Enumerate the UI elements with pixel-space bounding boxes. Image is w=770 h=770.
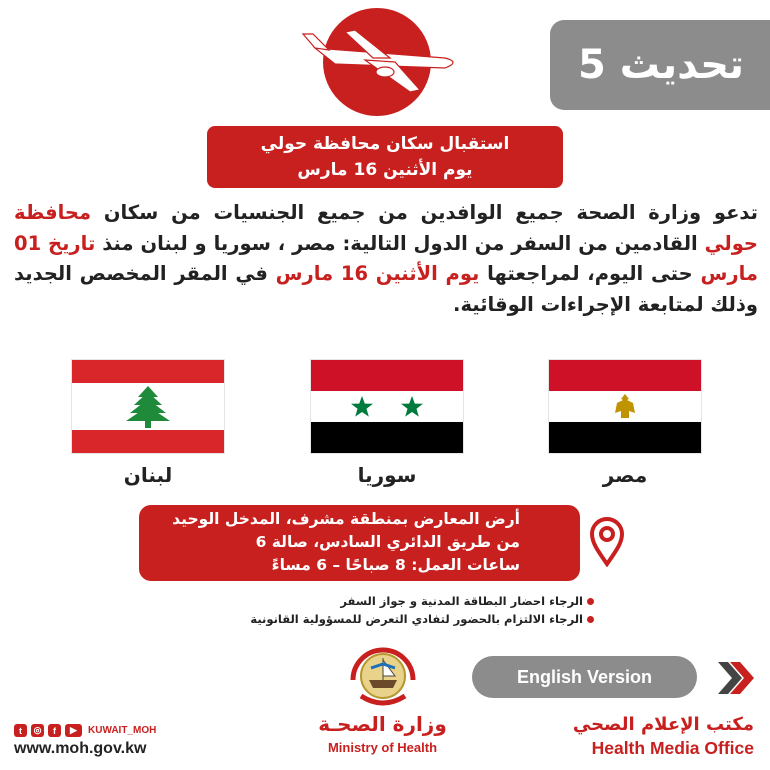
para-highlight-governorate: محافظة حولي [14, 201, 758, 255]
twitter-icon[interactable]: t [14, 724, 27, 737]
country-label-egypt: مصر [602, 463, 648, 487]
para-text-1: تدعو وزارة الصحة جميع الوافدين من جميع الجنسيات من سكان [91, 201, 758, 224]
syria-flag [311, 360, 463, 453]
youtube-icon[interactable]: ▶ [65, 724, 82, 737]
social-links [14, 724, 156, 737]
facebook-icon[interactable]: f [48, 724, 61, 737]
location-pin-icon [588, 517, 626, 567]
egypt-flag [549, 360, 701, 453]
note-item: الرجاء الالتزام بالحضور لتفادي التعرض للمسؤولية القانونية [250, 610, 594, 628]
location-line-2: من طريق الدائري السادس، صالة 6 [255, 533, 520, 551]
social-handle: KUWAIT_MOH [88, 725, 157, 736]
para-text-4: في المقر المخصص الجديد وذلك لمتابعة الإجراءات الوقائية. [14, 262, 758, 316]
ministry-emblem-icon [345, 640, 421, 712]
star-icon [311, 391, 463, 422]
country-label-syria: سوريا [357, 463, 417, 487]
announcement-paragraph [14, 198, 758, 320]
media-office-english: Health Media Office [591, 738, 754, 758]
media-office-arabic: مكتب الإعلام الصحي [572, 714, 754, 735]
update-badge: تحديث 5 [550, 20, 770, 110]
title-box [207, 126, 563, 188]
para-highlight-date: تاريخ 01 مارس [14, 231, 758, 285]
website-link[interactable]: www.moh.gov.kw [14, 740, 147, 757]
location-box [139, 505, 580, 581]
para-highlight-day: يوم الأثنين 16 مارس [275, 262, 480, 285]
location-line-3: ساعات العمل: 8 صباحًا – 6 مساءً [271, 556, 520, 574]
country-label-lebanon: لبنان [123, 463, 173, 487]
lebanon-flag [72, 360, 224, 453]
para-text-3: حتى اليوم، لمراجعتها [479, 262, 701, 285]
title-line-1: استقبال سكان محافظة حولي [260, 134, 510, 154]
chevron-right-icon[interactable] [714, 658, 754, 698]
notes-list [250, 592, 594, 628]
ministry-english-name: Ministry of Health [327, 740, 438, 755]
para-text-2: القادمين من السفر من الدول التالية: مصر ، سوريا و لبنان منذ [95, 231, 705, 255]
note-item: الرجاء احضار البطاقة المدنية و جواز السفر [250, 592, 594, 610]
ministry-arabic-name: وزارة الصحـة [318, 712, 447, 736]
eagle-icon [549, 391, 701, 422]
title-line-2: يوم الأثنين 16 مارس [297, 160, 473, 180]
instagram-icon[interactable]: ◎ [31, 724, 44, 737]
english-version-button[interactable]: English Version [472, 656, 697, 698]
cedar-icon [72, 383, 224, 430]
airplane-icon [295, 20, 465, 100]
location-line-1: أرض المعارض بمنطقة مشرف، المدخل الوحيد [172, 510, 520, 528]
